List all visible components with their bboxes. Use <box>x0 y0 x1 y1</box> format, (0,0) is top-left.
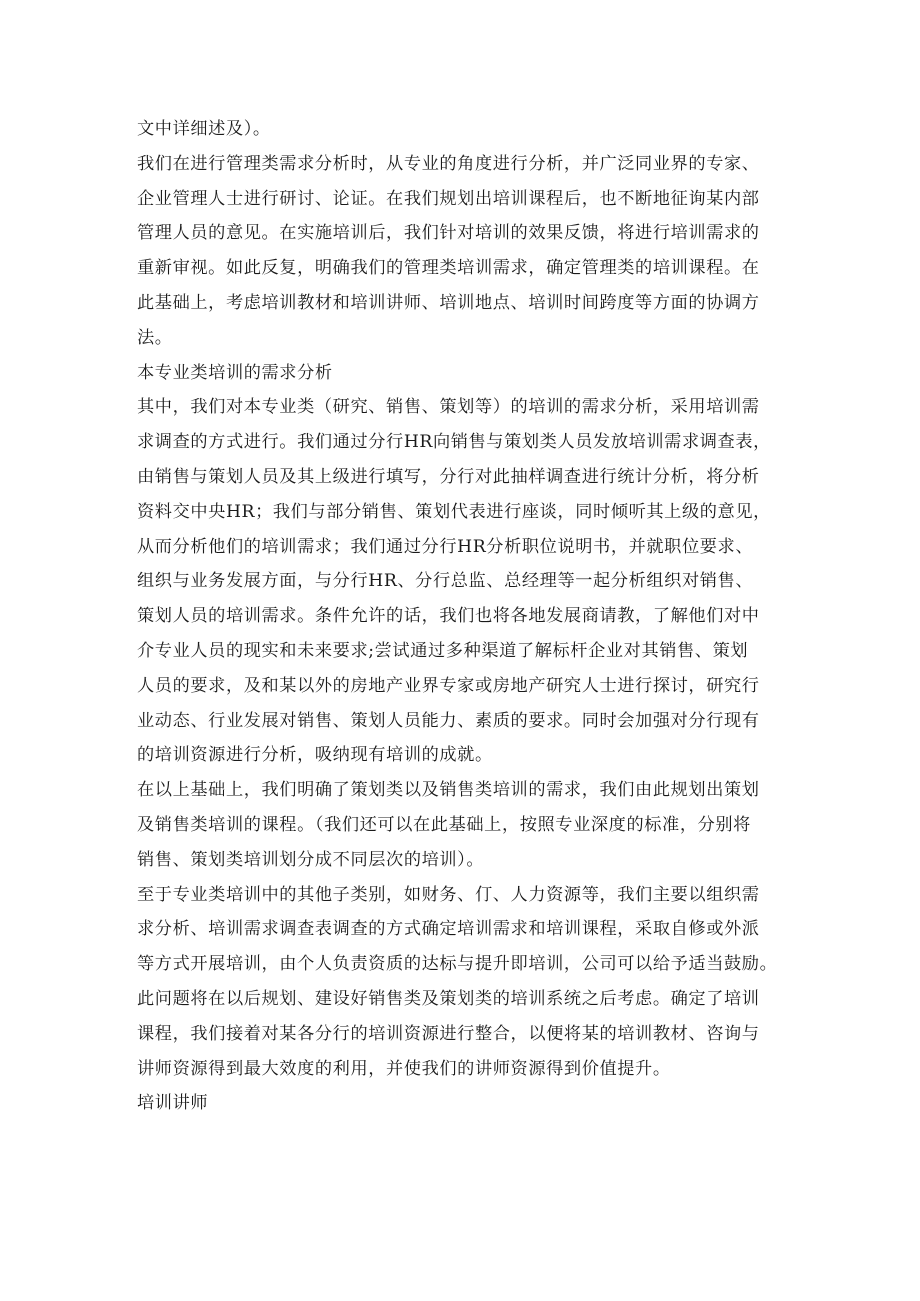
text-line: 求分析、培训需求调查表调查的方式确定培训需求和培训课程，采取自修或外派 <box>137 919 760 940</box>
text-line: 等方式开展培训，由个人负责资质的达标与提升即培训，公司可以给予适当鼓励。 <box>137 954 778 975</box>
text-line: 企业管理人士进行研讨、论证。在我们规划出培训课程后，也不断地征询某内部 <box>137 188 760 209</box>
text-line: 至于专业类培训中的其他子类别，如财务、仃、人力资源等，我们主要以组织需 <box>137 884 760 905</box>
text-line: 法。 <box>137 327 173 348</box>
text-line: 此问题将在以后规划、建设好销售类及策划类的培训系统之后考虑。确定了培训 <box>137 988 760 1009</box>
text-line: 策划人员的培训需求。条件允许的话，我们也将各地发展商请教，了解他们对中 <box>137 606 760 627</box>
text-line: 人员的要求，及和某以外的房地产业界专家或房地产研究人士进行探讨，研究行 <box>137 675 760 696</box>
text-line: 我们在进行管理类需求分析时，从专业的角度进行分析，并广泛同业界的专家、 <box>137 153 760 174</box>
text-line: 的培训资源进行分析，吸纳现有培训的成就。 <box>137 745 493 766</box>
text-line: 及销售类培训的课程。（我们还可以在此基础上，按照专业深度的标准，分别将 <box>137 814 751 835</box>
text-line: 课程，我们接着对某各分行的培训资源进行整合，以便将某的培训教材、咨询与 <box>137 1023 760 1044</box>
section-heading: 本专业类培训的需求分析 <box>137 362 333 383</box>
text-line: 其中，我们对本专业类（研究、销售、策划等）的培训的需求分析，采用培训需 <box>137 397 760 418</box>
text-line: 在以上基础上，我们明确了策划类以及销售类培训的需求，我们由此规划出策划 <box>137 780 760 801</box>
text-line: 此基础上，考虑培训教材和培训讲师、培训地点、培训时间跨度等方面的协调方 <box>137 292 760 313</box>
text-line: 讲师资源得到最大效度的利用，并使我们的讲师资源得到价值提升。 <box>137 1058 671 1079</box>
text-line: 由销售与策划人员及其上级进行填写，分行对此抽样调查进行统计分析，将分析 <box>137 466 760 487</box>
text-line: 组织与业务发展方面，与分行HR、分行总监、总经理等一起分析组织对销售、 <box>137 571 754 592</box>
section-heading: 培训讲师 <box>137 1093 209 1114</box>
text-line: 销售、策划类培训划分成不同层次的培训）。 <box>137 849 485 870</box>
text-line: 介专业人员的现实和未来要求;尝试通过多种渠道了解标杆企业对其销售、策划 <box>137 640 749 661</box>
text-line: 从而分析他们的培训需求；我们通过分行HR分析职位说明书，并就职位要求、 <box>137 536 754 557</box>
text-line: 业动态、行业发展对销售、策划人员能力、素质的要求。同时会加强对分行现有 <box>137 710 760 731</box>
text-line: 文中详细述及）。 <box>137 119 271 139</box>
text-line: 管理人员的意见。在实施培训后，我们针对培训的效果反馈，将进行培训需求的 <box>137 223 760 244</box>
text-line: 求调查的方式进行。我们通过分行HR向销售与策划类人员发放培训需求调查表， <box>137 432 771 453</box>
document-body <box>137 112 787 1121</box>
text-line: 资料交中央HR；我们与部分销售、策划代表进行座谈，同时倾听其上级的意见， <box>137 501 771 522</box>
text-line: 重新审视。如此反复，明确我们的管理类培训需求，确定管理类的培训课程。在 <box>137 258 760 279</box>
